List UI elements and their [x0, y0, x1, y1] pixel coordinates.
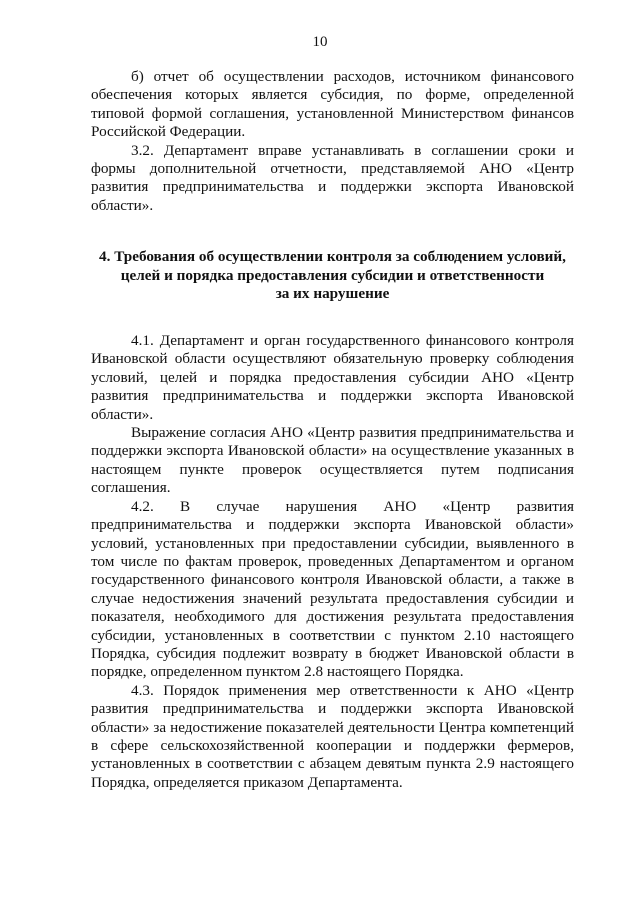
- paragraph-4-3: 4.3. Порядок применения мер ответственности к АНО «Центр развития предпринимательства и поддержки экспорта Ивановской области» за недостижение показателей деятельности Центра компетенций в сфере сельскохозяйственной кооперации и поддержки фермеров, установленных в соответствии с абзацем девятым пункта 2.9 настоящего Порядка, определяется приказом Департамента.: [91, 681, 574, 791]
- paragraph-4-2: 4.2. В случае нарушения АНО «Центр развития предпринимательства и поддержки экспорта Ивановской области» условий, установленных при предоставлении субсидии, выявленного в том числе по фактам проверок, проведенных Департаментом и органом государственного финансового контроля Ивановской области, а также в случае недостижения значений результата предоставления субсидии и показателя, необходимого для достижения результата предоставления субсидии, установленных в соответствии с пунктом 2.10 настоящего Порядка, субсидия подлежит возврату в бюджет Ивановской области в порядке, определенном пунктом 2.8 настоящего Порядка.: [91, 497, 574, 681]
- paragraph-consent: Выражение согласия АНО «Центр развития предпринимательства и поддержки экспорта Ивановской области» на осуществление указанных в настоящем пункте проверок осуществляется путем подписания соглашения.: [91, 424, 574, 497]
- document-body: [91, 68, 574, 792]
- page-number: 10: [312, 34, 328, 50]
- section-heading-line-3: за их нарушение: [275, 285, 390, 303]
- section-heading-4: [91, 248, 574, 304]
- section-heading-line-2: целей и порядка предоставления субсидии и ответственности: [120, 266, 545, 284]
- paragraph-4-1: 4.1. Департамент и орган государственного финансового контроля Ивановской области осуществляют обязательную проверку соблюдения условий, целей и порядка предоставления субсидии АНО «Центр развития предпринимательства и поддержки экспорта Ивановской области».: [91, 332, 574, 423]
- section-heading-line-1: 4. Требования об осуществлении контроля за соблюдением условий,: [99, 248, 566, 266]
- paragraph-report-expenses: б) отчет об осуществлении расходов, источником финансового обеспечения которых является субсидия, по форме, определенной типовой формой соглашения, установленной Министерством финансов Российской Федерации.: [91, 68, 574, 141]
- paragraph-3-2: 3.2. Департамент вправе устанавливать в соглашении сроки и формы дополнительной отчетности, представляемой АНО «Центр развития предпринимательства и поддержки экспорта Ивановской области».: [91, 141, 574, 214]
